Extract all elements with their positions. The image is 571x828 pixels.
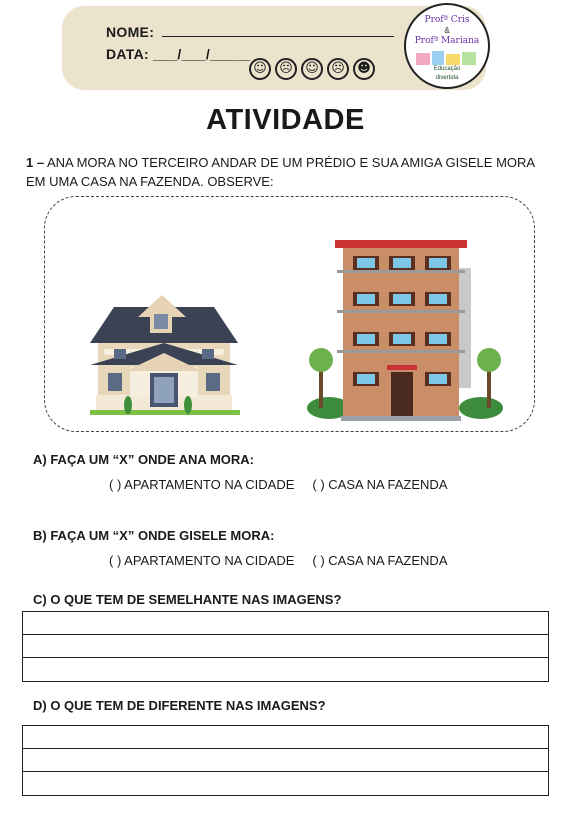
logo-illustration-icon	[414, 49, 480, 65]
question-1-text	[26, 153, 556, 191]
page-title: ATIVIDADE	[206, 104, 365, 136]
part-b-option-farm-house[interactable]: ( ) CASA NA FAZENDA	[312, 553, 448, 568]
date-label: DATA:	[106, 46, 149, 62]
logo-line-4: Educação	[433, 66, 461, 72]
sick-face-icon: ☺	[301, 58, 323, 80]
answer-line[interactable]	[23, 749, 548, 772]
part-d-answer-lines[interactable]	[22, 725, 549, 796]
part-a-option-apartment[interactable]: ( ) APARTAMENTO NA CIDADE	[109, 477, 295, 492]
part-a-options	[109, 477, 466, 492]
part-b-options	[109, 553, 466, 568]
part-d-prompt: D) O QUE TEM DE DIFERENTE NAS IMAGENS?	[33, 698, 326, 713]
happy-face-icon: ☻	[353, 58, 375, 80]
part-c-answer-lines[interactable]	[22, 611, 549, 682]
answer-line[interactable]	[23, 658, 548, 681]
sad-face-icon: ☹	[275, 58, 297, 80]
name-row	[106, 24, 394, 40]
answer-line[interactable]	[23, 635, 548, 658]
apartment-building-illustration	[305, 240, 505, 423]
answer-line[interactable]	[23, 726, 548, 749]
part-a-option-farm-house[interactable]: ( ) CASA NA FAZENDA	[312, 477, 448, 492]
logo-line-5: divertida	[435, 75, 459, 81]
mood-faces	[249, 58, 375, 80]
name-label: NOME:	[106, 24, 155, 40]
part-b-option-apartment[interactable]: ( ) APARTAMENTO NA CIDADE	[109, 553, 295, 568]
logo-line-3: Profª Mariana	[414, 36, 480, 46]
question-1-body: ANA MORA NO TERCEIRO ANDAR DE UM PRÉDIO E SUA AMIGA GISELE MORA EM UMA CASA NA FAZENDA. OBSERVE:	[26, 155, 535, 189]
answer-line[interactable]	[23, 612, 548, 635]
image-frame	[44, 196, 535, 432]
part-a-prompt: A) FAÇA UM “X” ONDE ANA MORA:	[33, 452, 254, 467]
angry-face-icon: ☹	[327, 58, 349, 80]
part-b-prompt: B) FAÇA UM “X” ONDE GISELE MORA:	[33, 528, 275, 543]
answer-line[interactable]	[23, 772, 548, 795]
part-c-prompt: C) O QUE TEM DE SEMELHANTE NAS IMAGENS?	[33, 592, 342, 607]
date-blank[interactable]: ___/___/_____	[153, 46, 251, 62]
date-row	[106, 46, 251, 62]
question-1-number: 1 –	[26, 155, 45, 170]
teacher-logo	[404, 3, 490, 89]
name-blank-line[interactable]	[162, 24, 394, 37]
logo-line-2: &	[444, 26, 450, 35]
farm-house-illustration	[90, 293, 240, 419]
smile-face-icon: ☺	[249, 58, 271, 80]
logo-line-1: Profª Cris	[424, 15, 470, 25]
